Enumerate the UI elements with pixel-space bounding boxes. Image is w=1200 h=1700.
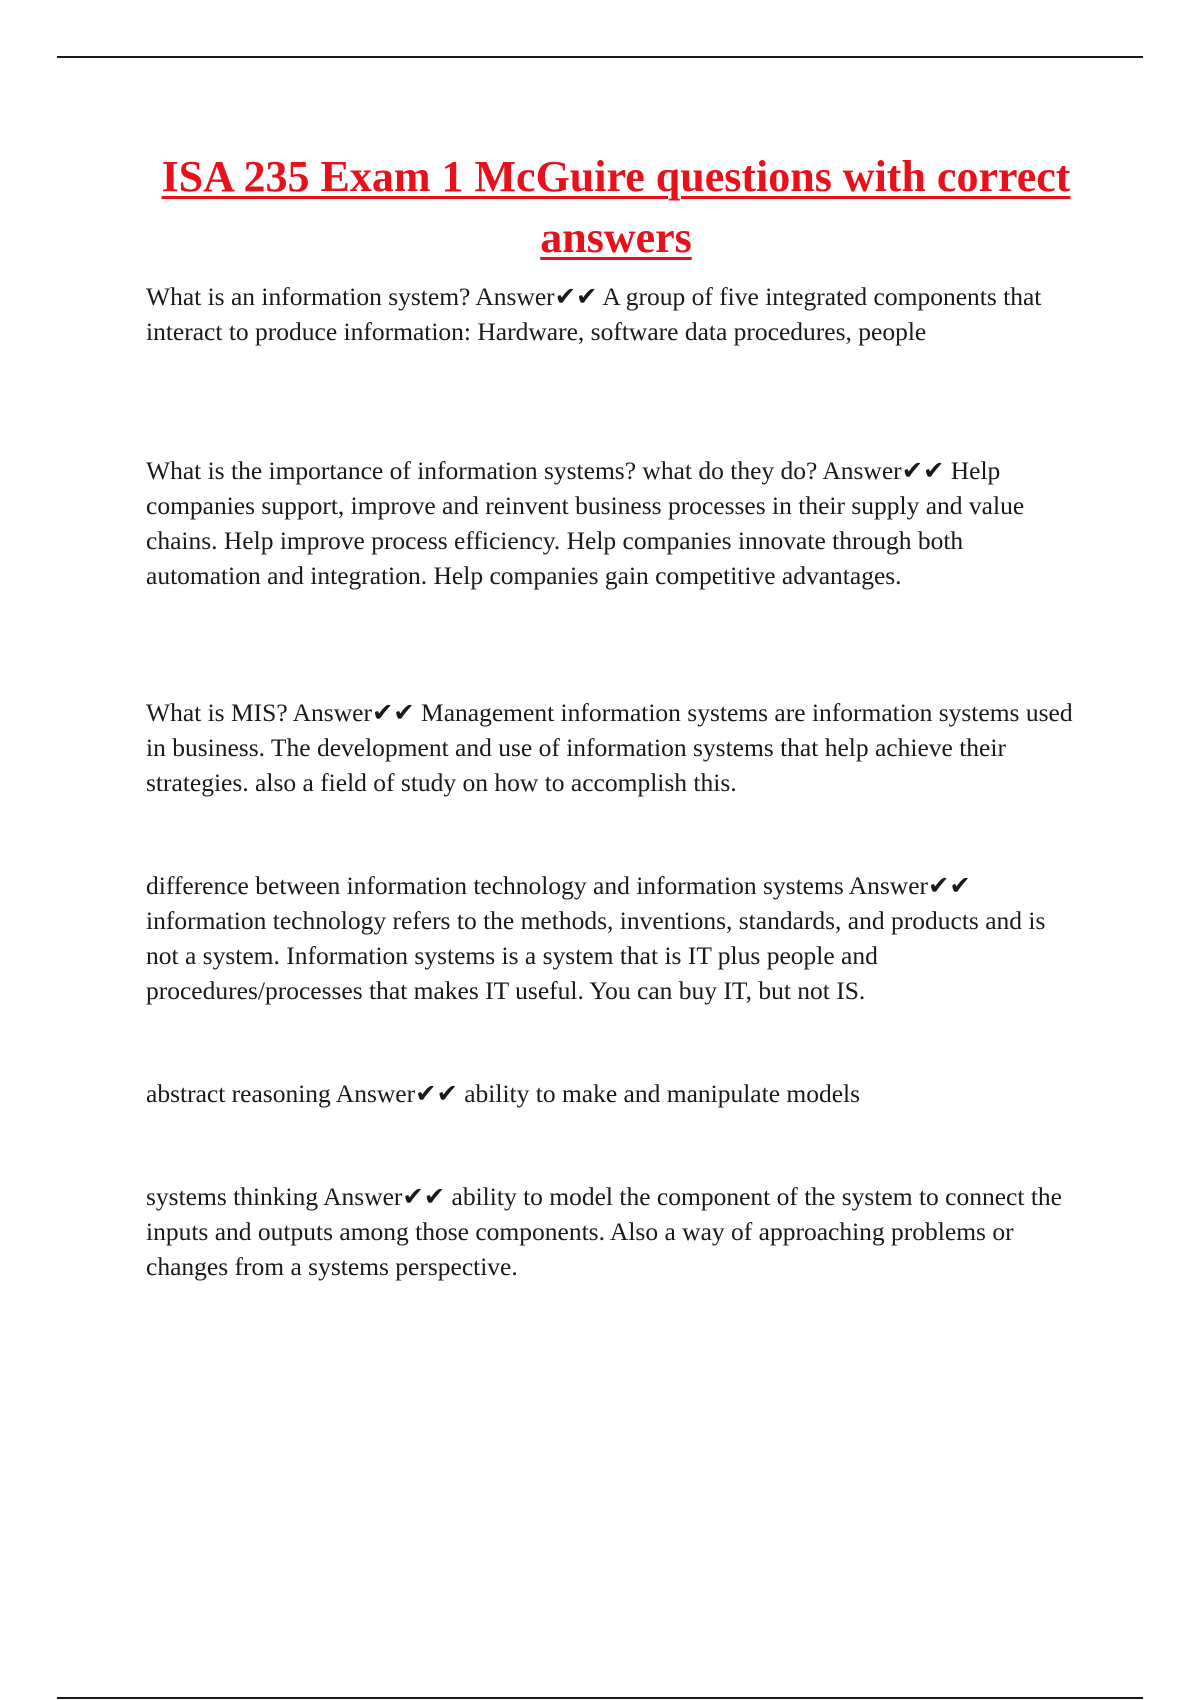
answer-marker: Answer✔✔	[475, 282, 598, 311]
answer-text: information technology refers to the methods, inventions, standards, and products and is not a system. Information systems is a system that is IT plus people and procedures/processes that makes IT useful. You can buy IT, but not IS.	[146, 906, 1046, 1005]
bottom-rule	[57, 1697, 1143, 1699]
answer-text: A group of five integrated components that interact to produce information: Hardware, software data procedures, people	[146, 282, 1042, 346]
qa-entry	[146, 279, 1076, 349]
question-text: difference between information technology and information systems	[146, 871, 844, 900]
question-text: What is the importance of information systems? what do they do?	[146, 456, 818, 485]
answer-text: ability to model the component of the system to connect the inputs and outputs among those components. Also a way of approaching problems or changes from a systems perspective.	[146, 1182, 1062, 1281]
qa-entry	[146, 453, 1076, 593]
answer-marker: Answer✔✔	[848, 871, 971, 900]
answer-marker: Answer✔✔	[292, 698, 415, 727]
question-text: What is an information system?	[146, 282, 471, 311]
question-text: systems thinking	[146, 1182, 319, 1211]
question-text: abstract reasoning	[146, 1079, 331, 1108]
qa-entry	[146, 868, 1076, 1008]
answer-text: ability to make and manipulate models	[464, 1079, 861, 1108]
answer-text: Management information systems are information systems used in business. The development and use of information systems that help achieve their strategies. also a field of study on how to accomplish this.	[146, 698, 1073, 797]
qa-entry	[146, 1076, 1076, 1111]
question-text: What is MIS?	[146, 698, 288, 727]
document-title: ISA 235 Exam 1 McGuire questions with correct answers	[161, 152, 1071, 262]
answer-text: Help companies support, improve and reinvent business processes in their supply and value chains. Help improve process efficiency. Help companies innovate through both automation and integration. Help companies gain competitive advantages.	[146, 456, 1025, 590]
answer-marker: Answer✔✔	[323, 1182, 446, 1211]
answer-marker: Answer✔✔	[822, 456, 945, 485]
qa-entry	[146, 1179, 1076, 1284]
answer-marker: Answer✔✔	[335, 1079, 458, 1108]
top-rule	[57, 56, 1143, 58]
qa-entry	[146, 695, 1076, 800]
